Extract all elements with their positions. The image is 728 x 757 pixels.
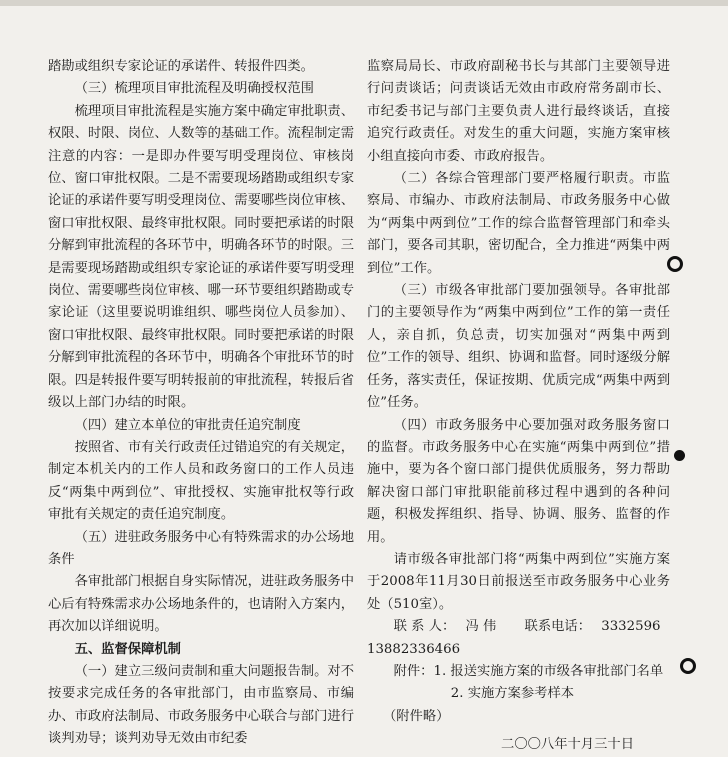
contact-line bbox=[367, 616, 670, 638]
paragraph: 监察局局长、市政府副秘书长与其部门主要领导进行问责谈话；问责谈话无效由市政府常务副市长、市纪委书记与部门主要负责人进行最终谈话，直接追究行政责任。对发生的重大问题，实施方案审核小组直接向市委、市政府报告。 bbox=[367, 59, 670, 164]
attachment-label: 附件： bbox=[393, 663, 434, 679]
contact-name: 冯 伟 bbox=[465, 619, 497, 635]
paragraph: （二）各综合管理部门要严格履行职责。市监察局、市编办、市政府法制局、市政务服务中心做为“两集中两到位”工作的综合监督管理部门和牵头部门，要各司其职，密切配合，全力推进“两集中两到位”工作。 bbox=[367, 171, 670, 276]
ink-blot-mark bbox=[674, 450, 685, 461]
contact-label: 联 系 人： bbox=[393, 619, 456, 635]
right-column bbox=[367, 56, 670, 757]
ink-ring-mark bbox=[667, 256, 683, 272]
subheading-3: （三）梳理项目审批流程及明确授权范围 bbox=[74, 81, 314, 97]
attachment-note: （附件略） bbox=[382, 708, 450, 724]
document-date: 二〇〇八年十月三十日 bbox=[501, 737, 634, 753]
page-top-edge bbox=[0, 0, 728, 6]
section-heading: 五、监督保障机制 bbox=[74, 641, 181, 657]
left-column bbox=[48, 56, 354, 751]
paragraph: （四）市政务服务中心要加强对政务服务窗口的监督。市政务服务中心在实施“两集中两到位”措施中，要为各个窗口部门提供优质服务，努力帮助解决窗口部门审批职能前移过程中遇到的各种问题，积极发挥组织、指导、协调、服务、监督的作用。 bbox=[367, 417, 670, 545]
phone-label: 联系电话： bbox=[524, 619, 592, 635]
subheading-5: （五）进驻政务服务中心有特殊需求的办公场地条件 bbox=[48, 529, 354, 567]
phone-number: 3332596 bbox=[601, 619, 661, 635]
paragraph: 梳理项目审批流程是实施方案中确定审批职责、权限、时限、岗位、人数等的基础工作。流程制定需注意的内容：一是即办件要写明受理岗位、审核岗位、窗口审批权限。二是不需要现场踏勘或组织专家论证的承诺件要写明受理岗位、需要哪些岗位审核、窗口审批权限、最终审批权限。同时要把承诺的时限分解到审批流程的各环节中，明确各环节的时限。三是需要现场踏勘或组织专家论证的承诺件要写明受理岗位、需要哪些岗位审核、哪一环节要组织踏勘或专家论证（这里要说明谁组织、哪些岗位人员参加）、窗口审批权限、最终审批权限。同时要把承诺的时限分解到审批流程的各环节中，明确各个审批环节的时限。四是转报件要写明转报前的审批流程，转报后省级以上部门办结的时限。 bbox=[48, 103, 354, 411]
ink-ring-mark bbox=[680, 658, 696, 674]
attachment-item: 2. 实施方案参考样本 bbox=[450, 686, 575, 702]
paragraph: 踏勘或组织专家论证的承诺件、转报件四类。 bbox=[48, 59, 314, 74]
paragraph: （三）市级各审批部门要加强领导。各审批部门的主要领导作为“两集中两到位”工作的第一责任人，亲自抓，负总责，切实加强对“两集中两到位”工作的领导、组织、协调和监督。同时逐级分解任务，落实责任，保证按期、优质完成“两集中两到位”任务。 bbox=[367, 283, 670, 411]
paragraph: 按照省、市有关行政责任过错追究的有关规定，制定本机关内的工作人员和政务窗口的工作人员违反“两集中两到位”、审批授权、实施审批权等行政审批有关规定的责任追究制度。 bbox=[48, 439, 354, 523]
paragraph: 请市级各审批部门将“两集中两到位”实施方案于2008年11月30日前报送至市政务服务中心业务处（510室）。 bbox=[367, 551, 670, 612]
paragraph: 各审批部门根据自身实际情况，进驻政务服务中心后有特殊需求办公场地条件的，也请附入方案内，再次加以详细说明。 bbox=[48, 574, 354, 635]
subheading-4: （四）建立本单位的审批责任追究制度 bbox=[74, 417, 301, 433]
paragraph: （一）建立三级问责制和重大问题报告制。对不按要求完成任务的各审批部门，由市监察局、市编办、市政府法制局、市政务服务中心联合与部门进行谈判劝导；谈判劝导无效由市纪委 bbox=[48, 663, 354, 747]
attachment-line bbox=[367, 661, 670, 683]
phone-number-mobile: 13882336466 bbox=[367, 641, 461, 657]
attachment-item: 1. 报送实施方案的市级各审批部门名单 bbox=[433, 663, 664, 679]
